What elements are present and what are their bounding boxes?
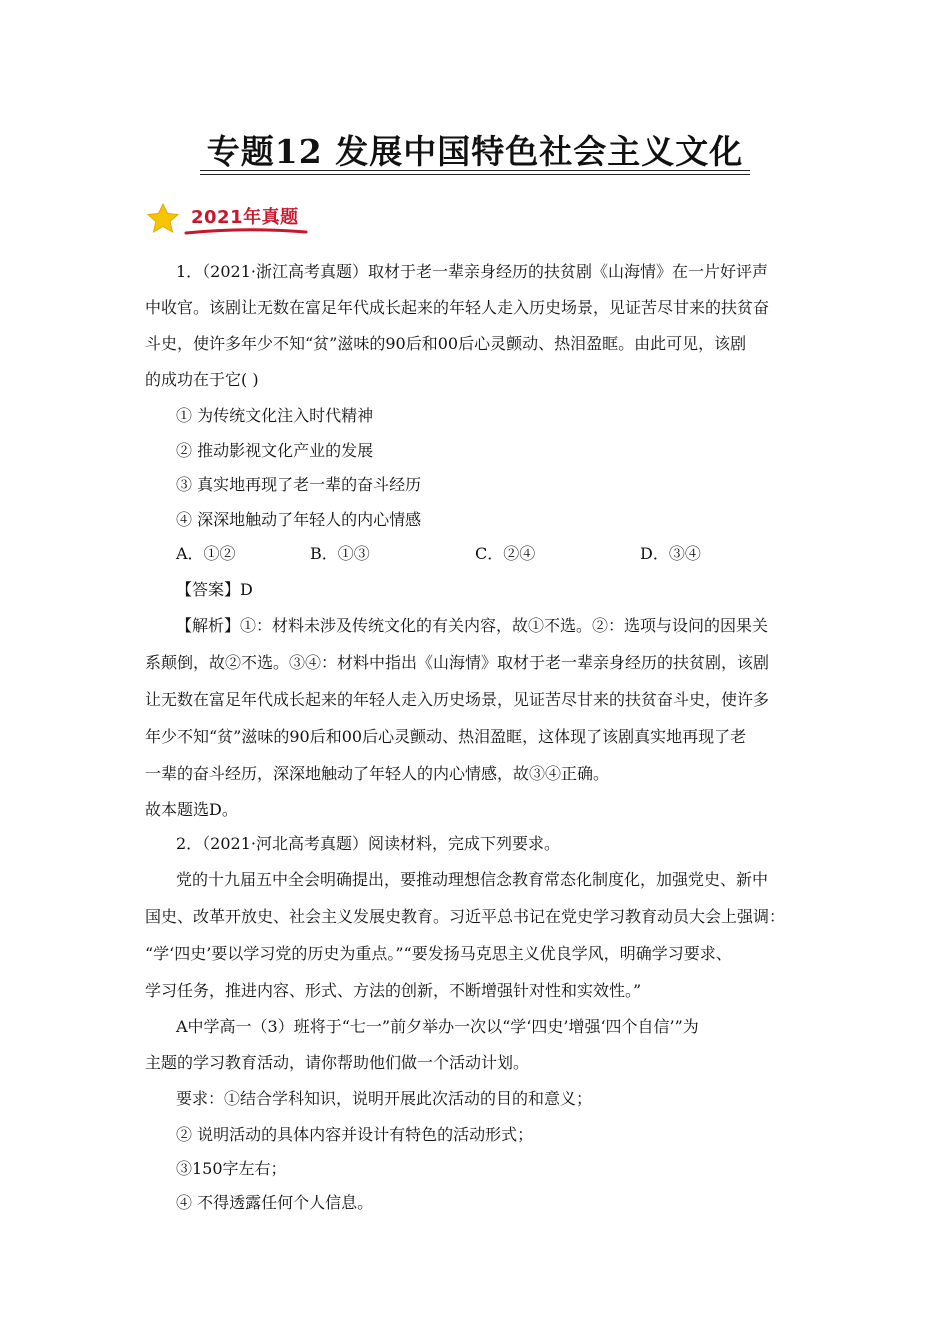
q1-stem-line: 1．（2021·浙江高考真题）取材于老一辈亲身经历的扶贫剧《山海情》在一片好评声: [176, 262, 768, 281]
q2-material-line: 党的十九届五中全会明确提出，要推动理想信念教育常态化制度化，加强党史、新中: [176, 870, 769, 889]
q1-option-c: C．②④: [475, 544, 536, 563]
q2-material-line: 学习任务，推进内容、形式、方法的创新，不断增强针对性和实效性。”: [145, 981, 642, 1000]
q1-statement: ② 推动影视文化产业的发展: [176, 441, 374, 460]
q2-requirement: 要求：①结合学科知识，说明开展此次活动的目的和意义；: [176, 1089, 593, 1108]
section-badge-label: 2021年真题: [191, 207, 299, 228]
q1-stem-line: 斗史，使许多年少不知“贫”滋味的90后和00后心灵颤动、热泪盈眶。由此可见，该剧: [145, 334, 747, 353]
badge-underline: [186, 230, 306, 233]
q2-task-line: 主题的学习教育活动，请你帮助他们做一个活动计划。: [145, 1053, 530, 1072]
q2-material-line: 国史、改革开放史、社会主义发展史教育。习近平总书记在党史学习教育动员大会上强调：: [145, 907, 786, 926]
title-underline: [200, 170, 750, 171]
q1-option-d: D．③④: [640, 544, 701, 563]
q1-analysis-line: 【解析】①：材料未涉及传统文化的有关内容，故①不选。②：选项与设问的因果关: [176, 616, 769, 635]
q1-statement: ① 为传统文化注入时代精神: [176, 406, 374, 425]
q1-statement: ④ 深深地触动了年轻人的内心情感: [176, 510, 422, 529]
q1-analysis-line: 一辈的奋斗经历，深深地触动了年轻人的内心情感，故③④正确。: [145, 764, 610, 783]
q1-conclusion: 故本题选D。: [145, 800, 238, 819]
q2-requirement: ④ 不得透露任何个人信息。: [176, 1193, 374, 1212]
q1-stem-line: 中收官。该剧让无数在富足年代成长起来的年轻人走入历史场景，见证苦尽甘来的扶贫奋: [145, 298, 770, 317]
page-title: 专题12 发展中国特色社会主义文化: [206, 132, 744, 171]
star-icon: [148, 204, 178, 232]
q1-analysis-line: 系颠倒，故②不选。③④：材料中指出《山海情》取材于老一辈亲身经历的扶贫剧，该剧: [145, 653, 770, 672]
q1-answer: 【答案】D: [176, 580, 253, 599]
title-underline-second: [200, 174, 750, 175]
q1-analysis-line: 让无数在富足年代成长起来的年轻人走入历史场景，见证苦尽甘来的扶贫奋斗史，使许多: [145, 690, 770, 709]
q2-header: 2．（2021·河北高考真题）阅读材料，完成下列要求。: [176, 834, 560, 853]
q2-task-line: A中学高一（3）班将于“七一”前夕举办一次以“学‘四史’增强‘四个自信’”为: [176, 1017, 699, 1036]
q1-stem-line: 的成功在于它( ): [145, 370, 259, 389]
q1-analysis-line: 年少不知“贫”滋味的90后和00后心灵颤动、热泪盈眶，这体现了该剧真实地再现了老: [145, 727, 747, 746]
q2-requirement: ③150字左右；: [176, 1159, 287, 1178]
q1-option-b: B．①③: [310, 544, 370, 563]
q1-statement: ③ 真实地再现了老一辈的奋斗经历: [176, 475, 422, 494]
q2-material-line: “学‘四史’要以学习党的历史为重点。”“要发扬马克思主义优良学风，明确学习要求、: [145, 944, 732, 963]
q2-requirement: ② 说明活动的具体内容并设计有特色的活动形式；: [176, 1125, 534, 1144]
q1-option-a: A．①②: [176, 544, 236, 563]
